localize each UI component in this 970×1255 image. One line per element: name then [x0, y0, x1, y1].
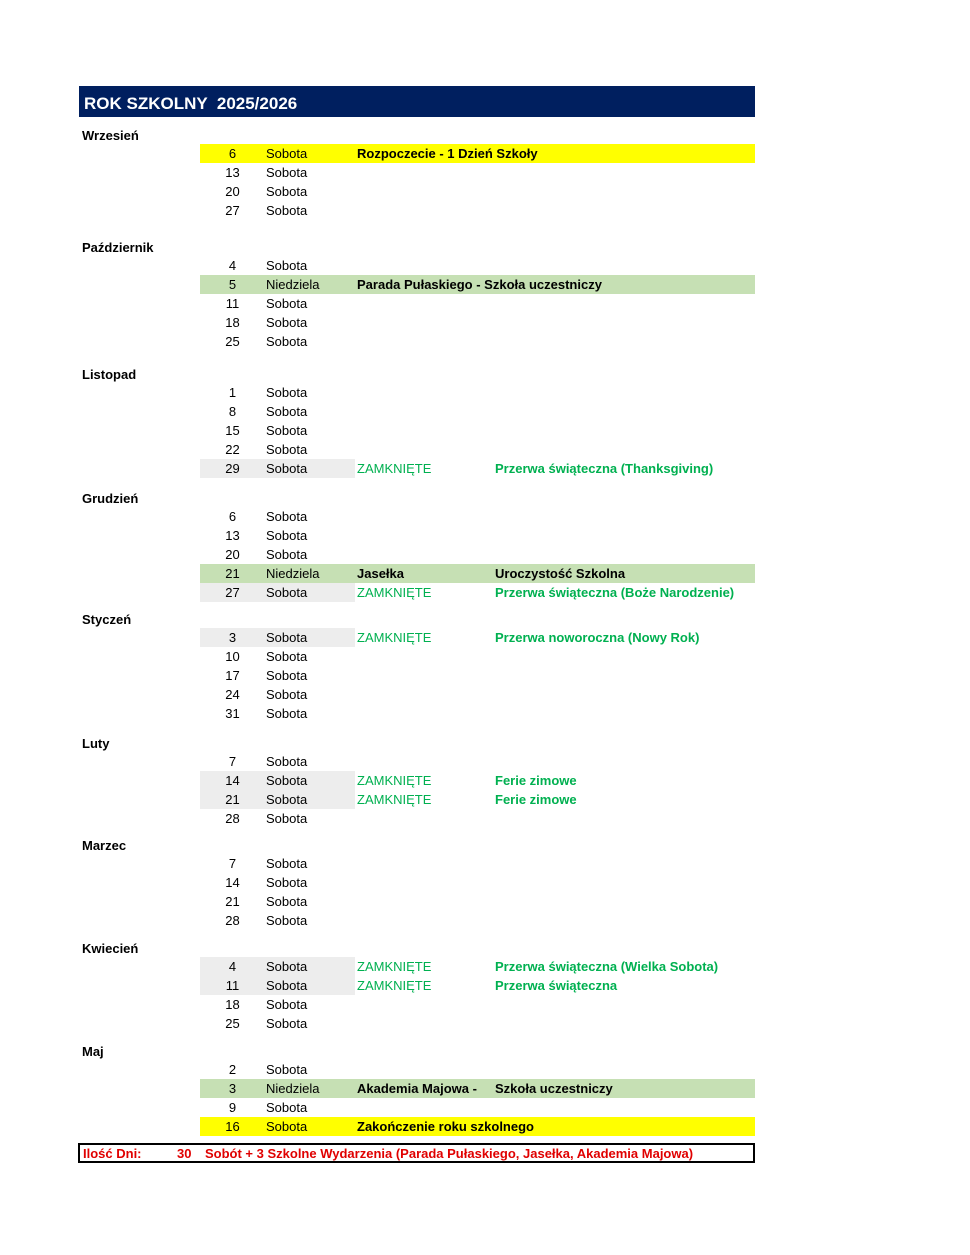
closed-status: ZAMKNIĘTE	[357, 978, 432, 993]
calendar-row	[200, 1117, 755, 1136]
weekday: Niedziela	[266, 566, 320, 581]
weekday: Sobota	[266, 997, 308, 1012]
weekday: Sobota	[266, 165, 308, 180]
event-note: Przerwa świąteczna (Wielka Sobota)	[495, 959, 719, 974]
calendar-row	[200, 383, 755, 402]
calendar-row	[200, 421, 755, 440]
weekday: Sobota	[266, 315, 308, 330]
calendar-row	[200, 854, 755, 873]
calendar-row	[200, 313, 755, 332]
summary-text: Sobót + 3 Szkolne Wydarzenia (Parada Pułaskiego, Jasełka, Akademia Majowa)	[205, 1146, 694, 1161]
closed-status: ZAMKNIĘTE	[357, 585, 432, 600]
event-note: Uroczystość Szkolna	[495, 566, 626, 581]
day-number: 16	[225, 1119, 240, 1134]
day-number: 18	[225, 997, 240, 1012]
weekday: Sobota	[266, 687, 308, 702]
day-number: 28	[225, 811, 240, 826]
weekday: Sobota	[266, 894, 308, 909]
calendar-row	[200, 507, 755, 526]
event-name: Zakończenie roku szkolnego	[357, 1119, 534, 1134]
calendar-row	[200, 685, 755, 704]
weekday: Sobota	[266, 913, 308, 928]
day-number: 22	[225, 442, 240, 457]
day-number: 2	[228, 1062, 237, 1077]
day-number: 1	[228, 385, 237, 400]
calendar-row	[200, 275, 755, 294]
day-number: 21	[225, 792, 240, 807]
closed-status: ZAMKNIĘTE	[357, 959, 432, 974]
calendar-row	[200, 256, 755, 275]
calendar-row	[200, 201, 755, 220]
day-number: 7	[228, 856, 237, 871]
summary-count: 30	[177, 1146, 192, 1161]
weekday: Sobota	[266, 978, 308, 993]
weekday: Sobota	[266, 203, 308, 218]
day-number: 18	[225, 315, 240, 330]
weekday: Sobota	[266, 811, 308, 826]
day-number: 4	[228, 959, 237, 974]
weekday: Sobota	[266, 146, 308, 161]
weekday: Sobota	[266, 385, 308, 400]
calendar-row	[200, 628, 755, 647]
calendar-row	[200, 790, 755, 809]
page-title: ROK SZKOLNY 2025/2026	[79, 86, 755, 117]
day-number: 14	[225, 875, 240, 890]
event-note: Ferie zimowe	[495, 792, 577, 807]
event-name: Rozpoczecie - 1 Dzień Szkoły	[357, 146, 538, 161]
weekday: Sobota	[266, 1016, 308, 1031]
month-heading: Październik	[82, 240, 154, 255]
weekday: Sobota	[266, 856, 308, 871]
weekday: Sobota	[266, 528, 308, 543]
day-number: 6	[228, 509, 237, 524]
weekday: Sobota	[266, 706, 308, 721]
calendar-row	[200, 911, 755, 930]
weekday: Sobota	[266, 184, 308, 199]
day-number: 9	[228, 1100, 237, 1115]
day-number: 3	[228, 630, 237, 645]
weekday: Sobota	[266, 442, 308, 457]
month-heading: Styczeń	[82, 612, 132, 627]
day-number: 8	[228, 404, 237, 419]
calendar-row	[200, 182, 755, 201]
weekday: Sobota	[266, 630, 308, 645]
event-name: Parada Pułaskiego - Szkoła uczestniczy	[357, 277, 602, 292]
calendar-row	[200, 771, 755, 790]
day-number: 15	[225, 423, 240, 438]
weekday: Sobota	[266, 1119, 308, 1134]
calendar-row	[200, 752, 755, 771]
calendar-row	[200, 332, 755, 351]
calendar-row	[200, 163, 755, 182]
calendar-row	[200, 666, 755, 685]
event-name: Akademia Majowa -	[357, 1081, 477, 1096]
weekday: Sobota	[266, 461, 308, 476]
calendar-row	[200, 1014, 755, 1033]
month-heading: Maj	[82, 1044, 104, 1059]
month-heading: Luty	[82, 736, 110, 751]
weekday: Sobota	[266, 754, 308, 769]
month-heading: Wrzesień	[82, 128, 139, 143]
weekday: Sobota	[266, 423, 308, 438]
weekday: Sobota	[266, 258, 308, 273]
closed-status: ZAMKNIĘTE	[357, 792, 432, 807]
day-number: 13	[225, 165, 240, 180]
summary-box	[78, 1143, 755, 1163]
calendar-row	[200, 647, 755, 666]
day-number: 28	[225, 913, 240, 928]
calendar-row	[200, 892, 755, 911]
calendar-row	[200, 976, 755, 995]
event-note: Szkoła uczestniczy	[495, 1081, 613, 1096]
calendar-row	[200, 144, 755, 163]
day-number: 29	[225, 461, 240, 476]
day-number: 10	[225, 649, 240, 664]
calendar-row	[200, 440, 755, 459]
weekday: Sobota	[266, 404, 308, 419]
calendar-row	[200, 526, 755, 545]
day-number: 14	[225, 773, 240, 788]
weekday: Niedziela	[266, 277, 320, 292]
weekday: Sobota	[266, 296, 308, 311]
calendar-row	[200, 957, 755, 976]
event-note: Przerwa świąteczna	[495, 978, 618, 993]
day-number: 24	[225, 687, 240, 702]
weekday: Sobota	[266, 668, 308, 683]
calendar-row	[200, 402, 755, 421]
event-name: Jasełka	[357, 566, 404, 581]
month-heading: Kwiecień	[82, 941, 139, 956]
calendar-row	[200, 459, 755, 478]
event-note: Przerwa noworoczna (Nowy Rok)	[495, 630, 700, 645]
day-number: 25	[225, 334, 240, 349]
calendar-row	[200, 704, 755, 723]
event-note: Przerwa świąteczna (Boże Narodzenie)	[495, 585, 735, 600]
calendar-row	[200, 1060, 755, 1079]
weekday: Sobota	[266, 875, 308, 890]
calendar-row	[200, 545, 755, 564]
weekday: Sobota	[266, 1062, 308, 1077]
weekday: Sobota	[266, 649, 308, 664]
event-note: Przerwa świąteczna (Thanksgiving)	[495, 461, 714, 476]
weekday: Sobota	[266, 547, 308, 562]
day-number: 25	[225, 1016, 240, 1031]
month-heading: Grudzień	[82, 491, 139, 506]
month-heading: Marzec	[82, 838, 127, 853]
day-number: 13	[225, 528, 240, 543]
weekday: Sobota	[266, 334, 308, 349]
day-number: 6	[228, 146, 237, 161]
calendar-row	[200, 995, 755, 1014]
weekday: Sobota	[266, 959, 308, 974]
day-number: 7	[228, 754, 237, 769]
calendar-row	[200, 564, 755, 583]
weekday: Sobota	[266, 509, 308, 524]
calendar-row	[200, 873, 755, 892]
day-number: 17	[225, 668, 240, 683]
day-number: 4	[228, 258, 237, 273]
calendar-row	[200, 809, 755, 828]
day-number: 27	[225, 585, 240, 600]
calendar-row	[200, 294, 755, 313]
day-number: 5	[228, 277, 237, 292]
calendar-row	[200, 1098, 755, 1117]
closed-status: ZAMKNIĘTE	[357, 630, 432, 645]
day-number: 11	[225, 978, 240, 993]
day-number: 3	[228, 1081, 237, 1096]
day-number: 11	[225, 296, 240, 311]
month-heading: Listopad	[82, 367, 137, 382]
day-number: 31	[225, 706, 240, 721]
weekday: Sobota	[266, 792, 308, 807]
weekday: Sobota	[266, 773, 308, 788]
calendar-row	[200, 583, 755, 602]
day-number: 27	[225, 203, 240, 218]
closed-status: ZAMKNIĘTE	[357, 773, 432, 788]
event-note: Ferie zimowe	[495, 773, 577, 788]
calendar-row	[200, 1079, 755, 1098]
weekday: Sobota	[266, 1100, 308, 1115]
day-number: 20	[225, 547, 240, 562]
day-number: 20	[225, 184, 240, 199]
day-number: 21	[225, 566, 240, 581]
day-number: 21	[225, 894, 240, 909]
closed-status: ZAMKNIĘTE	[357, 461, 432, 476]
weekday: Niedziela	[266, 1081, 320, 1096]
summary-label: Ilość Dni:	[83, 1146, 142, 1161]
weekday: Sobota	[266, 585, 308, 600]
